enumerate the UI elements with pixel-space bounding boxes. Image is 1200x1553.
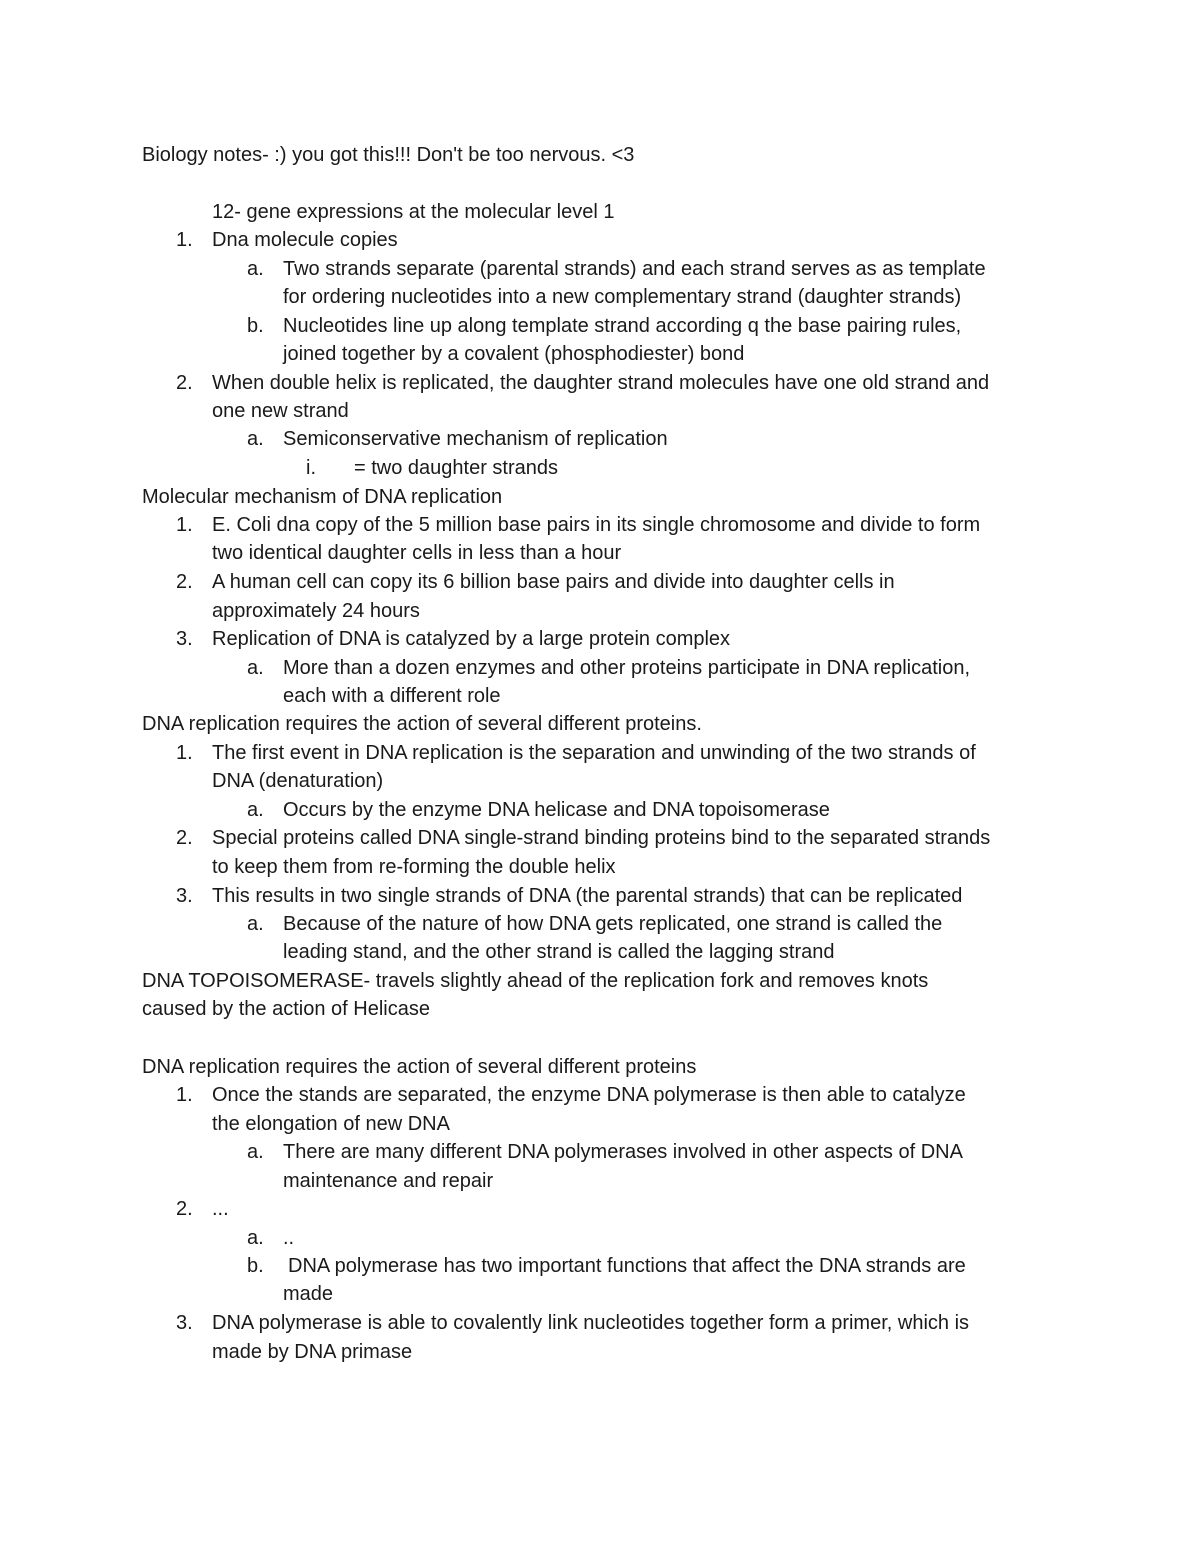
list-marker: 2. [176, 372, 193, 394]
list-item-continuation: one new strand [212, 400, 349, 422]
section-heading: DNA replication requires the action of several different proteins [142, 1056, 697, 1078]
list-item: There are many different DNA polymerases involved in other aspects of DNA [283, 1141, 963, 1163]
list-item: Nucleotides line up along template strand according q the base pairing rules, [283, 315, 962, 337]
list-marker: b. [247, 315, 264, 337]
list-item: ... [212, 1198, 229, 1220]
list-marker: 1. [176, 229, 193, 251]
list-marker: a. [247, 258, 264, 280]
topoisomerase-note-continuation: caused by the action of Helicase [142, 998, 430, 1020]
list-marker: 3. [176, 885, 193, 907]
list-item-continuation: two identical daughter cells in less than a hour [212, 542, 622, 564]
list-marker: i. [306, 457, 316, 479]
list-item: DNA polymerase is able to covalently link nucleotides together form a primer, which is [212, 1312, 970, 1334]
list-marker: 2. [176, 827, 193, 849]
intro-line: Biology notes- :) you got this!!! Don't be too nervous. <3 [142, 144, 635, 166]
list-marker: a. [247, 799, 264, 821]
list-item-continuation: made by DNA primase [212, 1341, 413, 1363]
list-marker: b. [247, 1255, 264, 1277]
list-item: Once the stands are separated, the enzyme DNA polymerase is then able to catalyze [212, 1084, 966, 1106]
list-item: Dna molecule copies [212, 229, 398, 251]
list-item-continuation: maintenance and repair [283, 1170, 494, 1192]
list-item-continuation: approximately 24 hours [212, 600, 420, 622]
section-heading: Molecular mechanism of DNA replication [142, 486, 503, 508]
list-item: DNA polymerase has two important functions that affect the DNA strands are [288, 1255, 966, 1277]
list-marker: 3. [176, 1312, 193, 1334]
list-item-continuation: each with a different role [283, 685, 501, 707]
list-item: Special proteins called DNA single-strand binding proteins bind to the separated strands [212, 827, 991, 849]
list-item: Because of the nature of how DNA gets replicated, one strand is called the [283, 913, 943, 935]
list-item: More than a dozen enzymes and other proteins participate in DNA replication, [283, 657, 971, 679]
list-item: E. Coli dna copy of the 5 million base pairs in its single chromosome and divide to form [212, 514, 981, 536]
list-item: Semiconservative mechanism of replication [283, 428, 668, 450]
list-marker: 1. [176, 742, 193, 764]
list-item: .. [283, 1227, 295, 1249]
list-item-continuation: made [283, 1283, 334, 1305]
list-item-continuation: leading stand, and the other strand is called the lagging strand [283, 941, 835, 963]
list-item: Occurs by the enzyme DNA helicase and DNA topoisomerase [283, 799, 830, 821]
list-item-continuation: DNA (denaturation) [212, 770, 384, 792]
list-marker: 1. [176, 1084, 193, 1106]
list-item: The first event in DNA replication is the separation and unwinding of the two strands of [212, 742, 976, 764]
list-item: Replication of DNA is catalyzed by a large protein complex [212, 628, 731, 650]
list-marker: a. [247, 657, 264, 679]
list-marker: a. [247, 913, 264, 935]
list-item: = two daughter strands [354, 457, 559, 479]
list-marker: a. [247, 1227, 264, 1249]
list-marker: a. [247, 428, 264, 450]
list-marker: 1. [176, 514, 193, 536]
list-marker: 2. [176, 571, 193, 593]
subtitle: 12- gene expressions at the molecular level 1 [212, 201, 615, 223]
list-item: A human cell can copy its 6 billion base pairs and divide into daughter cells in [212, 571, 895, 593]
list-item-continuation: the elongation of new DNA [212, 1113, 450, 1135]
topoisomerase-note: DNA TOPOISOMERASE- travels slightly ahead of the replication fork and removes knots [142, 970, 929, 992]
list-item: This results in two single strands of DNA (the parental strands) that can be replicated [212, 885, 963, 907]
list-marker: 3. [176, 628, 193, 650]
list-marker: a. [247, 1141, 264, 1163]
list-marker: 2. [176, 1198, 193, 1220]
list-item: When double helix is replicated, the daughter strand molecules have one old strand and [212, 372, 990, 394]
list-item-continuation: for ordering nucleotides into a new complementary strand (daughter strands) [283, 286, 962, 308]
list-item-continuation: to keep them from re-forming the double helix [212, 856, 616, 878]
list-item-continuation: joined together by a covalent (phosphodiester) bond [283, 343, 745, 365]
section-heading: DNA replication requires the action of several different proteins. [142, 713, 702, 735]
list-item: Two strands separate (parental strands) and each strand serves as as template [283, 258, 986, 280]
